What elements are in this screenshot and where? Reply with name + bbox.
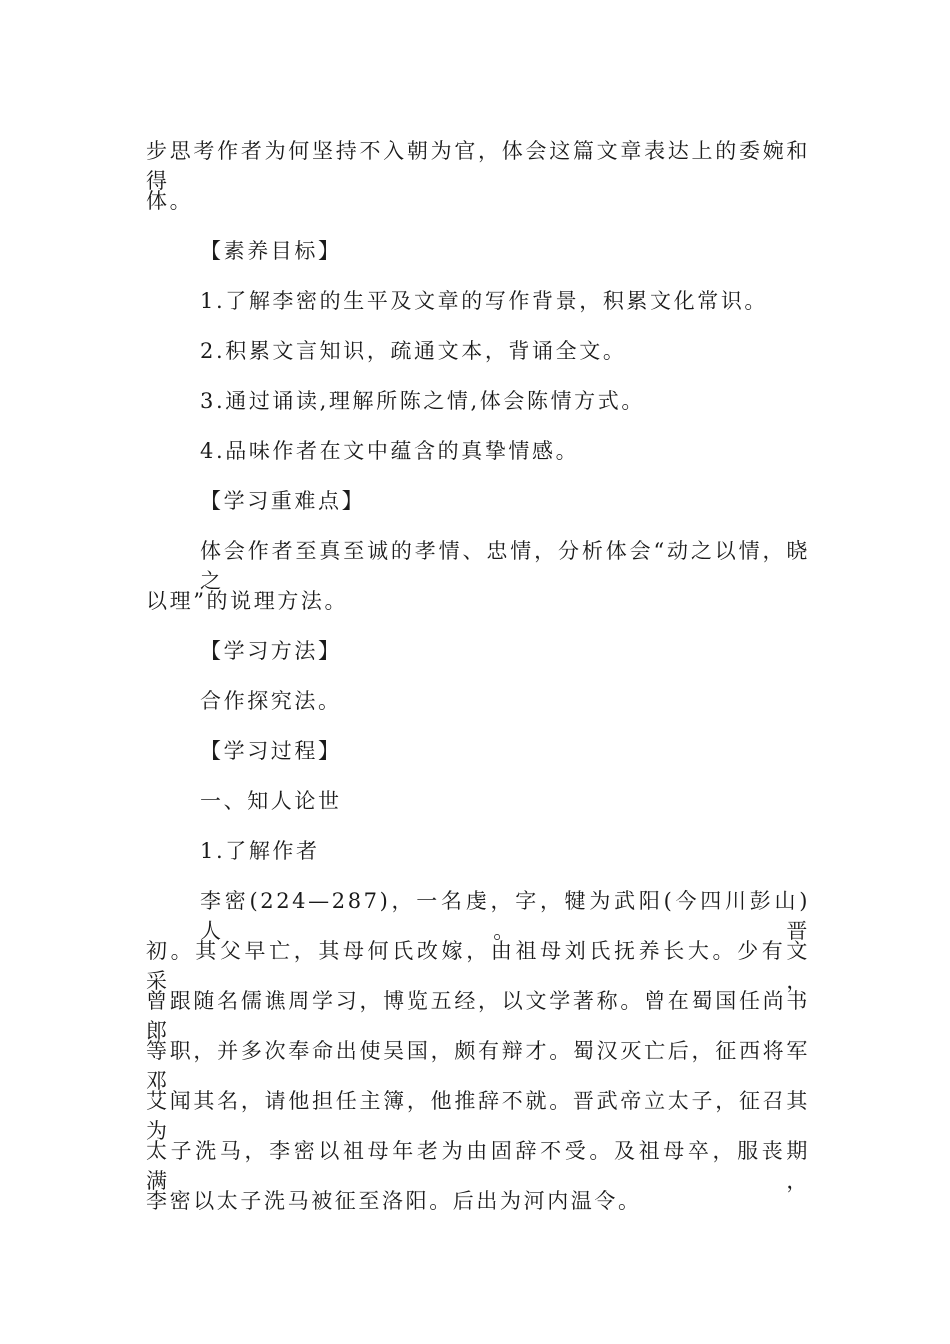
section-heading: 一、知人论世 [200, 789, 342, 813]
bio-line: 太子洗马，李密以祖母年老为由固辞不受。及祖母卒，服丧期满， [146, 1139, 810, 1193]
bio-line: 李密(224—287)，一名虔，字，犍为武阳(今四川彭山)人。晋 [200, 889, 810, 943]
bio-line: 曾跟随名儒谯周学习，博览五经，以文学著称。曾在蜀国任尚书郎 [146, 989, 810, 1043]
literacy-goal-item: 4.品味作者在文中蕴含的真挚情感。 [200, 439, 580, 463]
key-difficulties-line-1: 体会作者至真至诚的孝情、忠情，分析体会“动之以情，晓之 [200, 539, 810, 593]
intro-line-1: 步思考作者为何坚持不入朝为官，体会这篇文章表达上的委婉和得 [146, 139, 810, 193]
literacy-goal-item: 3.通过诵读,理解所陈之情,体会陈情方式。 [200, 389, 645, 413]
method-text: 合作探究法。 [200, 689, 342, 713]
intro-line-2: 体。 [146, 189, 194, 213]
literacy-goals-heading: 【素养目标】 [200, 239, 342, 263]
key-difficulties-heading: 【学习重难点】 [200, 489, 366, 513]
key-difficulties-line-2: 以理”的说理方法。 [146, 589, 349, 613]
bio-line: 李密以太子洗马被征至洛阳。后出为河内温令。 [146, 1189, 642, 1213]
bio-line: 艾闻其名，请他担任主簿，他推辞不就。晋武帝立太子，征召其为 [146, 1089, 810, 1143]
bio-line: 等职，并多次奉命出使吴国，颇有辩才。蜀汉灭亡后，征西将军邓 [146, 1039, 810, 1093]
method-heading: 【学习方法】 [200, 639, 342, 663]
bio-line: 初。其父早亡，其母何氏改嫁，由祖母刘氏抚养长大。少有文采， [146, 939, 810, 993]
literacy-goal-item: 1.了解李密的生平及文章的写作背景，积累文化常识。 [200, 289, 769, 313]
process-heading: 【学习过程】 [200, 739, 342, 763]
literacy-goal-item: 2.积累文言知识，疏通文本，背诵全文。 [200, 339, 627, 363]
subsection-heading: 1.了解作者 [200, 839, 320, 863]
